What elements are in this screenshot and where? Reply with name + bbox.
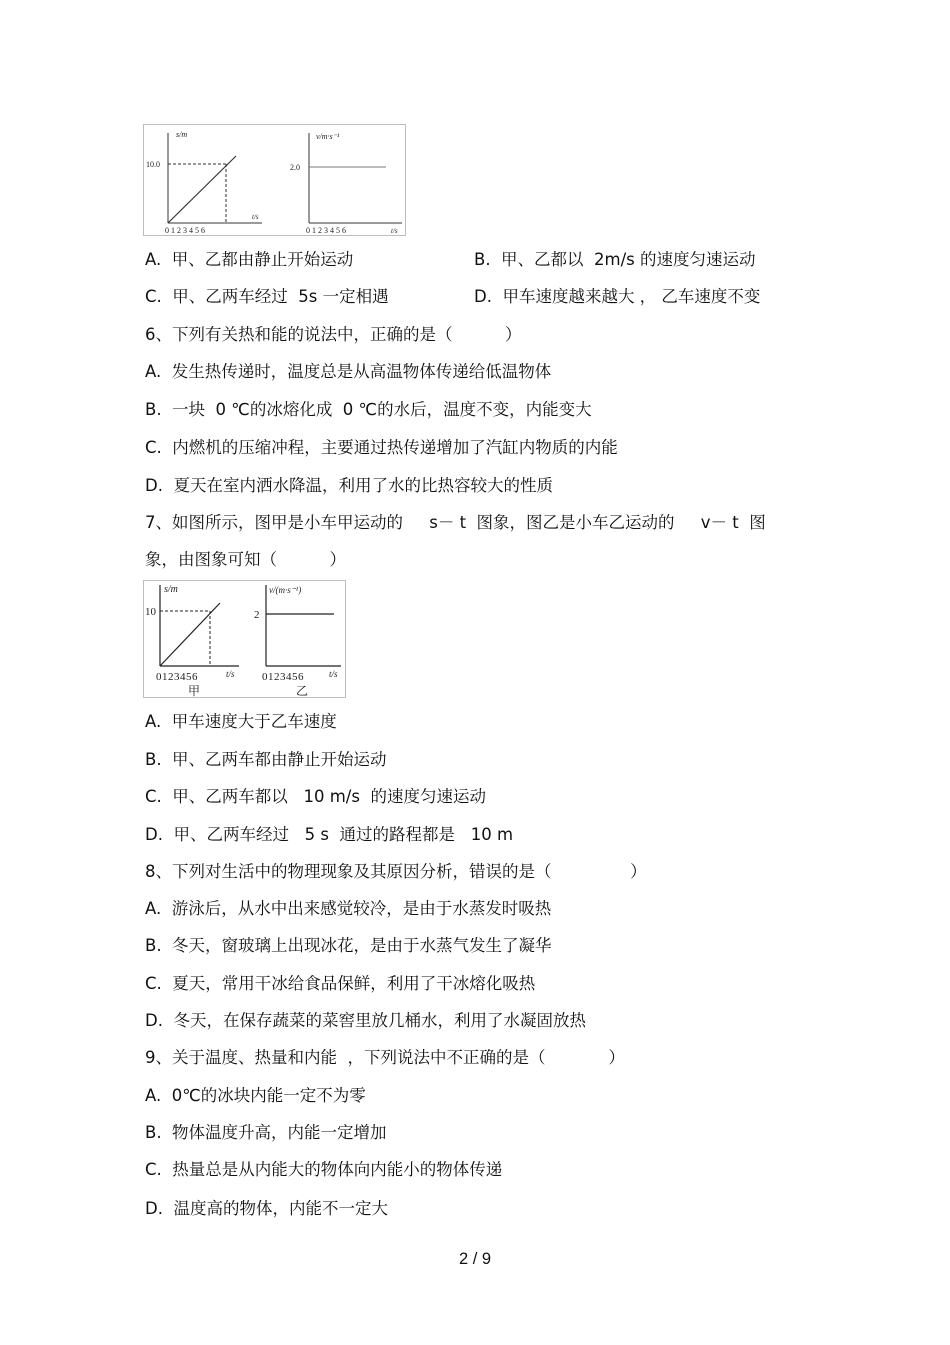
q7-option-c: C. 甲、乙两车都以 10 m/s 的速度匀速运动 — [145, 787, 486, 806]
q5-figure — [143, 124, 406, 236]
q7-right-ytick: 2 — [254, 609, 260, 621]
q7-stem-line2: 象，由图象可知（ ） — [145, 550, 346, 569]
q7-right-xticks: 0123456 — [262, 671, 304, 683]
st-line — [160, 603, 220, 666]
q7-stem-line1: 7、如图所示，图甲是小车甲运动的 s－ t 图象，图乙是小车乙运动的 v－ t 图 — [145, 513, 766, 532]
q7-left-xticks: 0123456 — [156, 671, 198, 683]
q9-option-d: D. 温度高的物体，内能不一定大 — [145, 1199, 388, 1218]
q5-option-c: C. 甲、乙两车经过 5s 一定相遇 — [145, 287, 389, 306]
q7-left-xlabel: t/s — [226, 669, 235, 679]
q6-option-b: B. 一块 0 ℃的冰熔化成 0 ℃的水后，温度不变，内能变大 — [145, 400, 592, 419]
q7-left-ytick: 10 — [145, 606, 156, 618]
q7-graphs — [144, 581, 345, 697]
q7-left-ylabel: s/m — [164, 584, 178, 595]
q5-right-ytick: 2.0 — [290, 163, 300, 172]
q5-left-ytick: 10.0 — [146, 160, 160, 169]
q5-left-ylabel: s/m — [176, 130, 188, 139]
q8-option-a: A. 游泳后，从水中出来感觉较冷，是由于水蒸发时吸热 — [145, 899, 552, 918]
q7-right-caption: 乙 — [296, 684, 309, 697]
q9-stem: 9、关于温度、热量和内能 ，下列说法中不正确的是（ ） — [145, 1048, 625, 1067]
q5-vt-graph — [309, 133, 402, 223]
q8-option-c: C. 夏天，常用干冰给食品保鲜，利用了干冰熔化吸热 — [145, 974, 536, 993]
q5-right-xticks: 0 1 2 3 4 5 6 — [306, 226, 346, 235]
q9-option-c: C. 热量总是从内能大的物体向内能小的物体传递 — [145, 1160, 503, 1179]
q5-option-b: B. 甲、乙都以 2m/s 的速度匀速运动 — [474, 250, 756, 269]
q8-option-b: B. 冬天，窗玻璃上出现冰花，是由于水蒸气发生了凝华 — [145, 936, 552, 955]
q7-right-xlabel: t/s — [329, 669, 338, 679]
q6-option-d: D. 夏天在室内洒水降温，利用了水的比热容较大的性质 — [145, 476, 553, 495]
q7-st-graph — [160, 585, 239, 666]
q7-figure — [143, 580, 346, 698]
q9-option-a: A. 0℃的冰块内能一定不为零 — [145, 1086, 366, 1105]
page-number: 2 / 9 — [458, 1250, 492, 1268]
q7-right-ylabel: v/(m·s⁻¹) — [269, 585, 302, 595]
q7-vt-graph — [266, 585, 341, 666]
q5-option-d: D. 甲车速度越来越大 ， 乙车速度不变 — [474, 287, 761, 306]
q7-option-d: D. 甲、乙两车经过 5 s 通过的路程都是 10 m — [145, 825, 514, 844]
q5-right-xlabel: t/s — [391, 227, 398, 235]
q5-left-xlabel: t/s — [252, 213, 259, 221]
q7-left-caption: 甲 — [188, 684, 201, 697]
q7-option-a: A. 甲车速度大于乙车速度 — [145, 712, 337, 731]
q5-option-a: A. 甲、乙都由静止开始运动 — [145, 250, 354, 269]
q9-option-b: B. 物体温度升高，内能一定增加 — [145, 1123, 387, 1142]
q7-option-b: B. 甲、乙两车都由静止开始运动 — [145, 750, 387, 769]
q8-option-d: D. 冬天，在保存蔬菜的菜窖里放几桶水，利用了水凝固放热 — [145, 1011, 586, 1030]
q6-option-a: A. 发生热传递时，温度总是从高温物体传递给低温物体 — [145, 362, 552, 381]
q5-left-xticks: 0 1 2 3 4 5 6 — [165, 226, 205, 235]
q6-stem: 6、下列有关热和能的说法中，正确的是（ ） — [145, 325, 522, 344]
q8-stem: 8、下列对生活中的物理现象及其原因分析，错误的是（ ） — [145, 862, 647, 881]
q5-right-ylabel: v/m·s⁻¹ — [316, 132, 340, 141]
q6-option-c: C. 内燃机的压缩冲程，主要通过热传递增加了汽缸内物质的内能 — [145, 438, 618, 457]
q5-graphs — [144, 125, 405, 235]
q5-st-graph — [168, 133, 262, 223]
